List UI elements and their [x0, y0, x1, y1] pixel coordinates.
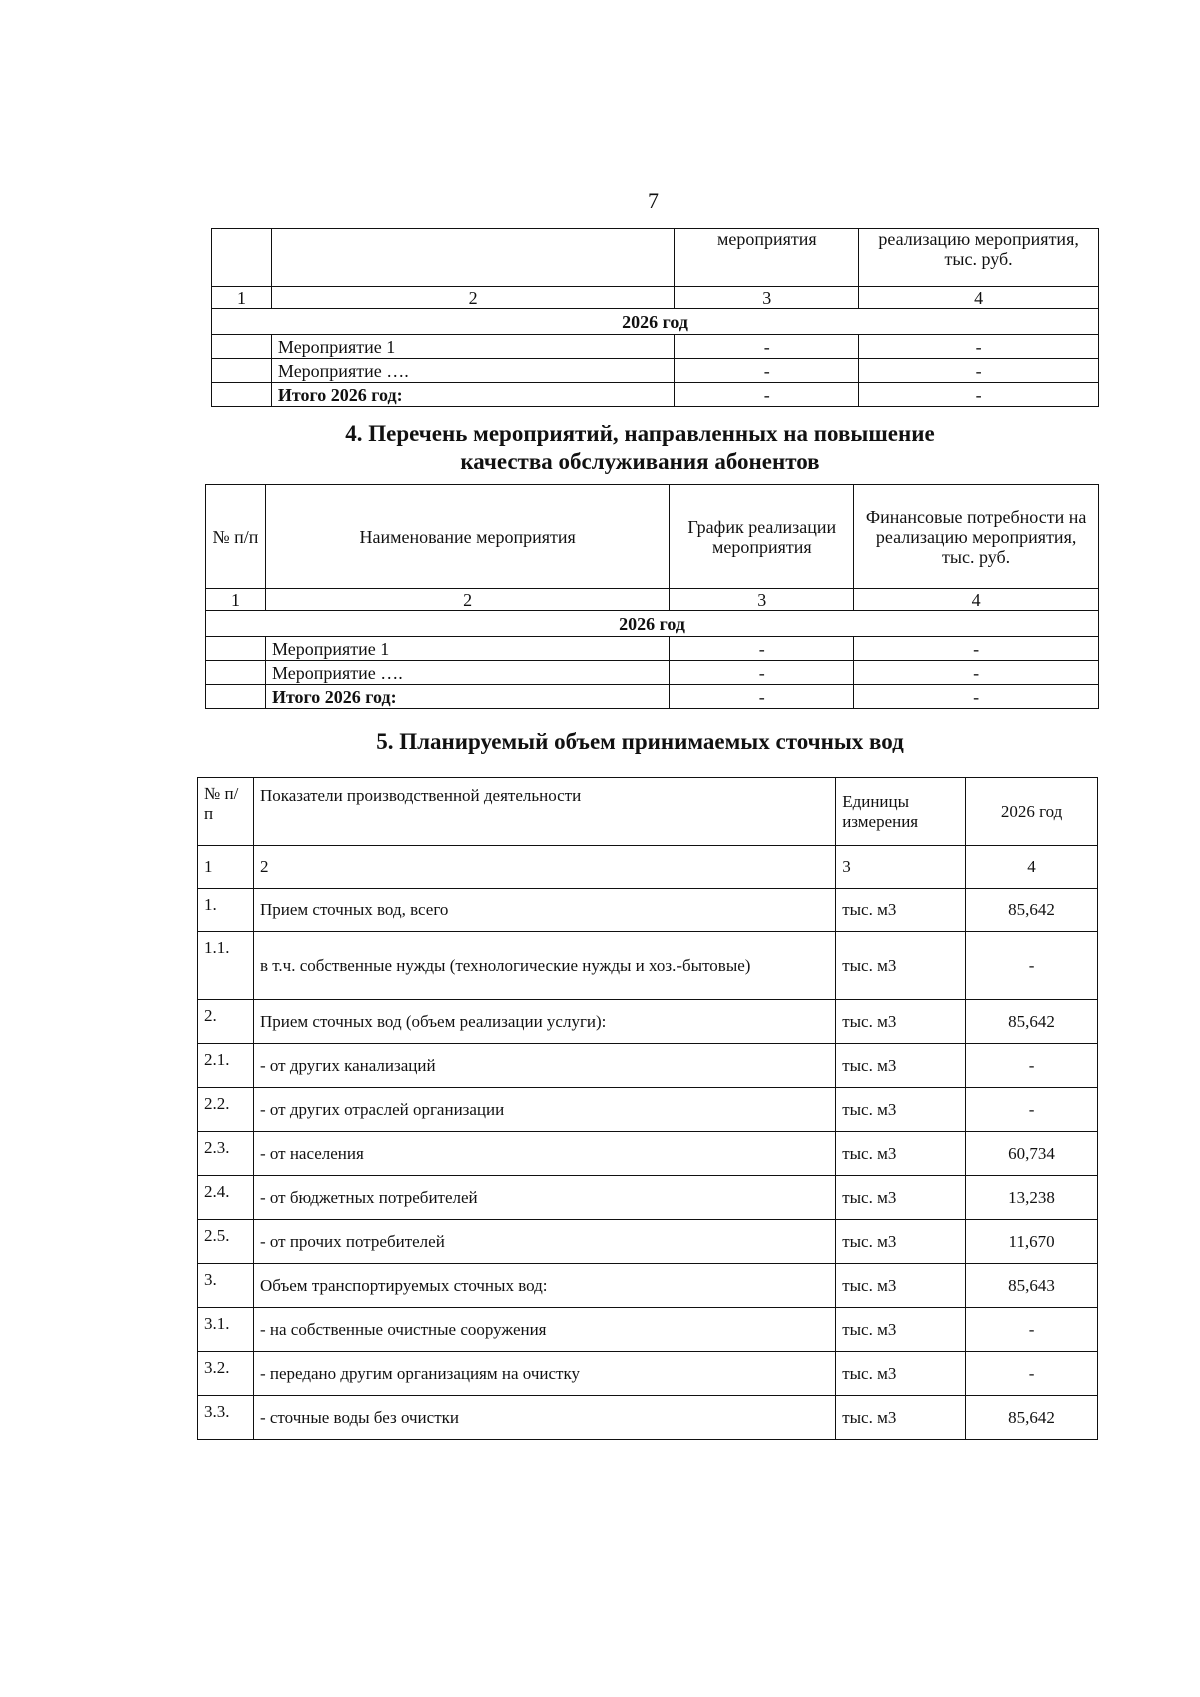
row-number: 2.4. — [198, 1176, 254, 1220]
section-4-title — [180, 420, 1100, 476]
value: 85,642 — [966, 1000, 1098, 1044]
row-number — [212, 335, 272, 359]
table-row — [198, 1176, 1098, 1220]
section-4-title-line2: качества обслуживания абонентов — [460, 449, 820, 474]
table-header-row — [212, 229, 1099, 287]
total-label: Итого 2026 год: — [265, 685, 669, 709]
indicator-name: - от других канализаций — [253, 1044, 835, 1088]
row-number: 2.2. — [198, 1088, 254, 1132]
page-number: 7 — [648, 188, 659, 213]
activity-name: Мероприятие …. — [265, 661, 669, 685]
value: 85,642 — [966, 1396, 1098, 1440]
unit: тыс. м3 — [836, 889, 966, 932]
indicator-name: Прием сточных вод, всего — [253, 889, 835, 932]
table-row — [198, 1220, 1098, 1264]
value: 13,238 — [966, 1176, 1098, 1220]
value: 60,734 — [966, 1132, 1098, 1176]
column-number: 1 — [198, 846, 254, 889]
row-number: 2.3. — [198, 1132, 254, 1176]
column-number: 4 — [966, 846, 1098, 889]
total-row — [206, 685, 1099, 709]
column-number: 2 — [265, 589, 669, 611]
unit: тыс. м3 — [836, 1000, 966, 1044]
unit: тыс. м3 — [836, 1396, 966, 1440]
column-number: 4 — [854, 589, 1099, 611]
activity-finance: - — [854, 637, 1099, 661]
table-row — [198, 1396, 1098, 1440]
activity-finance: - — [859, 359, 1099, 383]
indicator-name: - от прочих потребителей — [253, 1220, 835, 1264]
row-number: 1.1. — [198, 932, 254, 1000]
unit: тыс. м3 — [836, 1088, 966, 1132]
activity-name: Мероприятие …. — [271, 359, 674, 383]
indicator-name: Прием сточных вод (объем реализации услуги): — [253, 1000, 835, 1044]
activities-table-continued — [211, 228, 1099, 407]
row-number — [212, 383, 272, 407]
indicator-name: - передано другим организациям на очистку — [253, 1352, 835, 1396]
value: - — [966, 932, 1098, 1000]
table-row — [198, 1000, 1098, 1044]
year-label: 2026 год — [206, 611, 1099, 637]
table-header-row — [206, 485, 1099, 589]
row-number: 2.1. — [198, 1044, 254, 1088]
value: - — [966, 1088, 1098, 1132]
row-number — [206, 661, 266, 685]
value: 11,670 — [966, 1220, 1098, 1264]
table-row — [198, 932, 1098, 1000]
indicator-name: - от других отраслей организации — [253, 1088, 835, 1132]
header-cell-number: № п/п — [198, 778, 254, 846]
row-number: 3.2. — [198, 1352, 254, 1396]
value: - — [966, 1352, 1098, 1396]
indicator-name: - от бюджетных потребителей — [253, 1176, 835, 1220]
total-finance: - — [859, 383, 1099, 407]
column-numbers-row — [198, 846, 1098, 889]
activity-schedule: - — [670, 637, 854, 661]
header-cell — [212, 229, 272, 287]
indicator-name: - сточные воды без очистки — [253, 1396, 835, 1440]
activity-finance: - — [854, 661, 1099, 685]
row-number — [212, 359, 272, 383]
header-cell-name: Наименование мероприятия — [265, 485, 669, 589]
value: 85,643 — [966, 1264, 1098, 1308]
table-row — [212, 359, 1099, 383]
column-number: 3 — [670, 589, 854, 611]
section-4-title-line1: 4. Перечень мероприятий, направленных на повышение — [345, 421, 935, 446]
wastewater-volume-table — [197, 777, 1098, 1440]
column-number: 3 — [836, 846, 966, 889]
table-row — [198, 1132, 1098, 1176]
row-number: 3. — [198, 1264, 254, 1308]
column-number: 2 — [271, 287, 674, 309]
column-number: 1 — [212, 287, 272, 309]
row-number: 2. — [198, 1000, 254, 1044]
header-cell-number: № п/п — [206, 485, 266, 589]
indicator-name: - от населения — [253, 1132, 835, 1176]
column-numbers-row — [212, 287, 1099, 309]
row-number: 1. — [198, 889, 254, 932]
table-row — [198, 1264, 1098, 1308]
row-number — [206, 685, 266, 709]
unit: тыс. м3 — [836, 1264, 966, 1308]
column-number: 1 — [206, 589, 266, 611]
indicator-name: - на собственные очистные сооружения — [253, 1308, 835, 1352]
table-row — [198, 889, 1098, 932]
activity-schedule: - — [670, 661, 854, 685]
table-row — [198, 1088, 1098, 1132]
year-row — [212, 309, 1099, 335]
unit: тыс. м3 — [836, 932, 966, 1000]
unit: тыс. м3 — [836, 1176, 966, 1220]
year-label: 2026 год — [212, 309, 1099, 335]
header-cell — [271, 229, 674, 287]
column-number: 2 — [253, 846, 835, 889]
indicator-name: Объем транспортируемых сточных вод: — [253, 1264, 835, 1308]
column-number: 4 — [859, 287, 1099, 309]
header-cell-schedule: График реализации мероприятия — [670, 485, 854, 589]
header-cell-schedule: мероприятия — [675, 229, 859, 287]
table-header-row — [198, 778, 1098, 846]
column-number: 3 — [675, 287, 859, 309]
total-finance: - — [854, 685, 1099, 709]
column-numbers-row — [206, 589, 1099, 611]
unit: тыс. м3 — [836, 1132, 966, 1176]
header-cell-finance: Финансовые потребности на реализацию мероприятия, тыс. руб. — [854, 485, 1099, 589]
header-cell-unit: Единицы измерения — [836, 778, 966, 846]
unit: тыс. м3 — [836, 1308, 966, 1352]
table-row — [212, 335, 1099, 359]
header-cell-finance: реализацию мероприятия, тыс. руб. — [859, 229, 1099, 287]
header-cell-year: 2026 год — [966, 778, 1098, 846]
row-number: 3.3. — [198, 1396, 254, 1440]
header-cell-indicator: Показатели производственной деятельности — [253, 778, 835, 846]
unit: тыс. м3 — [836, 1220, 966, 1264]
activity-finance: - — [859, 335, 1099, 359]
table-row — [206, 661, 1099, 685]
value: - — [966, 1044, 1098, 1088]
service-quality-activities-table — [205, 484, 1099, 709]
indicator-name: в т.ч. собственные нужды (технологические нужды и хоз.-бытовые) — [253, 932, 835, 1000]
year-row — [206, 611, 1099, 637]
unit: тыс. м3 — [836, 1044, 966, 1088]
table-row — [198, 1044, 1098, 1088]
activity-name: Мероприятие 1 — [265, 637, 669, 661]
table-row — [198, 1352, 1098, 1396]
activity-schedule: - — [675, 335, 859, 359]
total-schedule: - — [675, 383, 859, 407]
value: - — [966, 1308, 1098, 1352]
section-5-title: 5. Планируемый объем принимаемых сточных вод — [376, 729, 904, 754]
total-schedule: - — [670, 685, 854, 709]
table-row — [198, 1308, 1098, 1352]
value: 85,642 — [966, 889, 1098, 932]
unit: тыс. м3 — [836, 1352, 966, 1396]
row-number: 3.1. — [198, 1308, 254, 1352]
row-number — [206, 637, 266, 661]
table-row — [206, 637, 1099, 661]
activity-name: Мероприятие 1 — [271, 335, 674, 359]
total-row — [212, 383, 1099, 407]
total-label: Итого 2026 год: — [271, 383, 674, 407]
row-number: 2.5. — [198, 1220, 254, 1264]
activity-schedule: - — [675, 359, 859, 383]
